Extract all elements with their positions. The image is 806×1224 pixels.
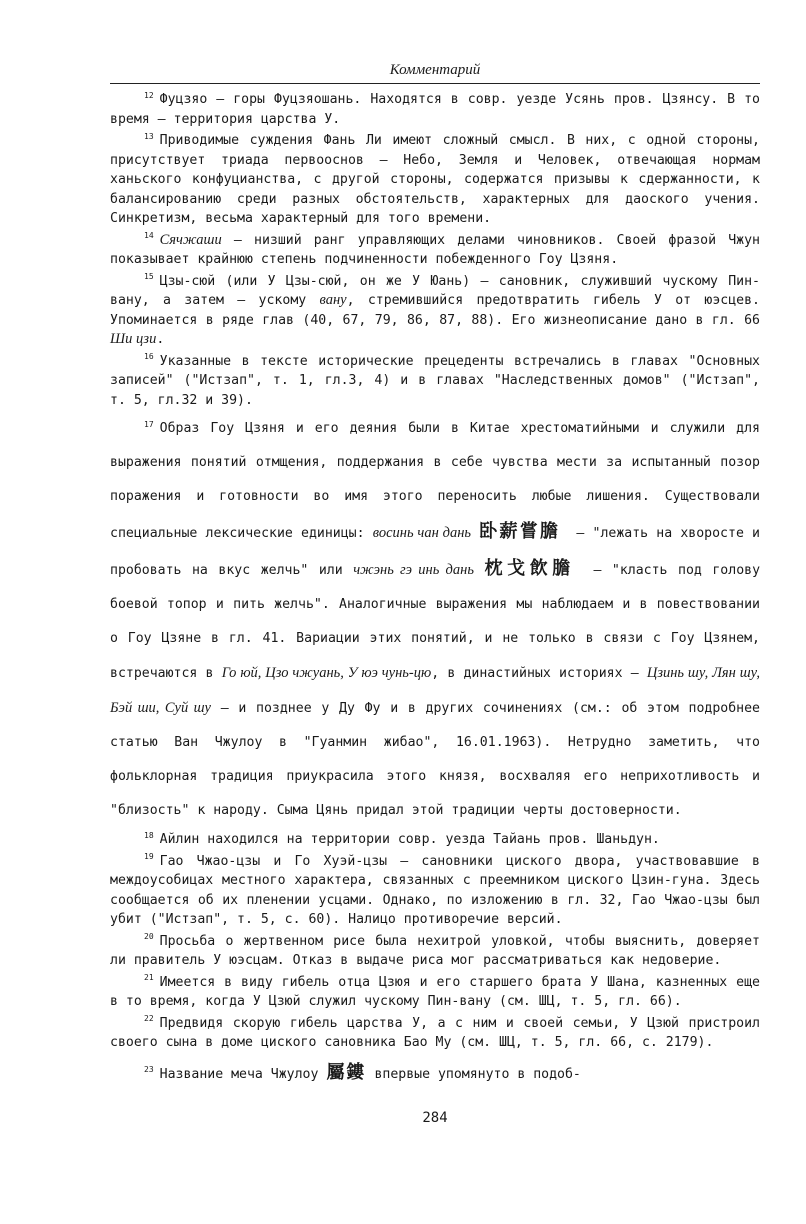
note-number: 18 [144,830,154,840]
note-21 [110,973,760,1012]
note-number: 19 [144,852,154,862]
chinese-characters: 卧薪嘗膽 [479,521,561,541]
header-rule [110,83,760,84]
note-20 [110,932,760,971]
note-text: Указанные в тексте исторические прецеденты встречались в главах "Основных записей" ("Истзап", т. 1, гл.3, 4) и в главах "Наследственных домов" ("Истзап", т. 5, гл.32 и 39). [110,353,760,408]
note-13 [110,131,760,229]
note-number: 12 [144,90,154,100]
note-14 [110,231,760,270]
note-text: Предвидя скорую гибель царства У, а с ним и своей семьи, У Цзюй пристроил своего сына в доме циского сановника Бао Му (см. ШЦ, т. 5, гл. 66, с. 2179). [110,1015,760,1050]
note-number: 13 [144,131,154,141]
note-18 [110,830,760,850]
note-text: , стремившийся предотвратить гибель У от юэсцев. Упоминается в ряде глав (40, 67, 79, 86, 87, 88). Его жизнеописание дано в гл. 66 [110,293,760,328]
note-19 [110,852,760,930]
note-text: Айлин находился на территории совр. уезда Тайань пров. Шаньдун. [159,832,660,847]
note-text: Фуцзяо — горы Фуцзяошань. Находятся в совр. уезде Усянь пров. Цзянсу. В то время — территория царства У. [110,92,760,127]
note-italic-titles: Го юй, Цзо чжуань, У юэ чунь-цю [221,665,432,681]
note-text: — и позднее у Ду Фу и в других сочинениях (см.: об этом подробнее статью Ван Чжулоу в "Гуанмин жибао", 16.01.1963). Нетрудно заметить, что фольклорная традиция приукрасила этого князя, восхваляя его неприхотливость и "близость" к народу. Сыма Цянь придал этой традиции черты достоверности. [110,701,760,818]
chinese-characters: 屬鏤 [326,1061,367,1082]
note-text: , в династийных историях — [431,666,647,681]
note-15 [110,272,760,350]
note-16 [110,352,760,411]
note-text: — низший ранг управляющих делами чиновников. Своей фразой Чжун показывает крайнюю степень подчиненности побежденного Гоу Цзяня. [110,232,760,267]
note-number: 21 [144,973,154,983]
note-text: Цзы-сюй (или У Цзы-сюй, он же У Юань) — сановник, служивший чускому Пин-вану, а затем — ускому [110,273,760,308]
note-text: Гао Чжао-цзы и Го Хуэй-цзы — сановники циского двора, участвовавшие в междоусобицах местного характера, связанных с преемником циского Цзин-гуна. Здесь сообщается об их пленении усцами. Однако, по изложению в гл. 32, Гао Чжао-цзы был убит ("Истзап", т. 5, с. 60). Налицо противоречие версий. [110,853,760,927]
note-text: Просьба о жертвенном рисе была нехитрой уловкой, чтобы выяснить, доверяет ли правитель У юэсцам. Отказ в выдаче риса мог рассматриваться как недоверие. [110,933,760,968]
note-number: 22 [144,1014,154,1024]
note-italic-term: Сячжаши [159,231,222,248]
note-number: 20 [144,932,154,942]
note-italic-titles: Цзинь шу, Лян шу, Бэй ши, Суй шу [110,665,761,716]
note-italic-title: Ши цзи [110,331,157,347]
note-number: 15 [144,272,154,282]
note-italic-term: вану [319,292,347,308]
page-number: 284 [422,1110,448,1126]
running-title: Комментарий [389,62,481,78]
note-text: Образ Гоу Цзяня и его деяния были в Китае хрестоматийными и служили для выражения понятий отмщения, поддержания в себе чувства мести за испытанный позор поражения и готовности во имя этого переносить любые лишения. Существовали специальные лексические единицы: [110,421,760,541]
note-text: . [156,332,165,347]
note-italic-term: восинь чан дань [372,525,472,541]
page [110,62,760,1094]
note-text: впервые упомянуто в подоб- [374,1066,581,1082]
chinese-characters: 枕戈飲膽 [481,558,575,578]
note-23 [110,1055,760,1092]
note-number: 14 [144,231,154,241]
note-text: Приводимые суждения Фань Ли имеют сложный смысл. В них, с одной стороны, присутствует триада первооснов — Небо, Земля и Человек, отвечающая нормам ханьского конфуцианства, с другой стороны, содержатся призывы к сдержанности, к балансированию среди разных обстоятельств, характерных для даоского учения. Синкретизм, весьма характерный для того времени. [110,133,760,226]
note-italic-term: чжэнь гэ инь дань [353,562,474,578]
note-text: — "лежать на хворосте и пробовать на вкус желчь" или [110,526,760,578]
note-number: 23 [144,1065,154,1075]
note-12 [110,90,760,129]
note-17 [110,412,760,828]
note-text: Имеется в виду гибель отца Цзюя и его старшего брата У Шана, казненных еще в то время, когда У Цзюй служил чускому Пин-вану (см. ШЦ, т. 5, гл. 66). [110,974,760,1009]
note-number: 16 [144,352,154,362]
note-text: Название меча Чжулоу [159,1066,319,1082]
note-number: 17 [144,419,154,429]
note-22 [110,1014,760,1053]
note-text: — "класть под голову боевой топор и пить желчь". Аналогичные выражения мы наблюдаем и в повествовании о Гоу Цзяне в гл. 41. Вариации этих понятий, и не только в связи с Гоу Цзянем, встречаются в [110,563,761,681]
